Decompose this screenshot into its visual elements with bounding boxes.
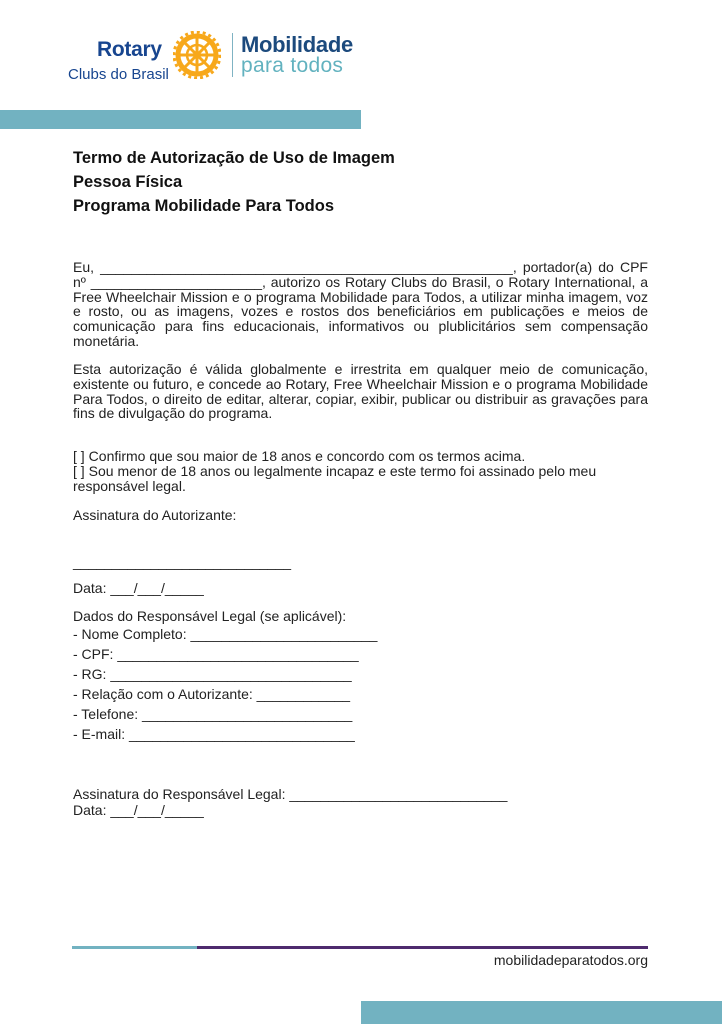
signature-label: Assinatura do Autorizante:	[73, 507, 237, 523]
title-line-1: Termo de Autorização de Uso de Imagem	[73, 149, 395, 167]
header-logos	[68, 30, 388, 82]
logo-divider	[232, 33, 233, 77]
guardian-date[interactable]: Data: ___/___/_____	[73, 802, 204, 818]
guardian-field-name[interactable]: - Nome Completo: ________________________	[73, 626, 378, 642]
program-logo-subtitle: para todos	[241, 54, 344, 77]
guardian-field-cpf[interactable]: - CPF: _______________________________	[73, 646, 359, 662]
footer-accent-bar	[361, 1001, 722, 1024]
guardian-field-relation[interactable]: - Relação com o Autorizante: ____________	[73, 686, 351, 702]
title-line-2: Pessoa Física	[73, 173, 183, 191]
rotary-wheel-icon	[173, 31, 221, 79]
footer-website[interactable]: mobilidadeparatodos.org	[493, 952, 648, 968]
age-confirmation	[73, 449, 653, 494]
document-title	[73, 146, 395, 218]
title-line-3: Programa Mobilidade Para Todos	[73, 197, 334, 215]
checkbox-minor-continuation: responsável legal.	[73, 478, 186, 494]
signature-line[interactable]: ____________________________	[73, 554, 292, 570]
authorization-paragraph: Eu, _____________________________________________________, portador(a) do CPF nº ______________________, autorizo os Rotary Clubs do Brasil, o Rotary International, a Free Wheelchair Mission e o programa Mobilidade para Todos, a utilizar minha imagem, voz e rosto, ou as imagens, vozes e rostos dos beneficiários em publicações e meios de comunicação para fins educacionais, informativos ou plublicitários sem compensação monetária.	[73, 259, 648, 349]
guardian-field-rg[interactable]: - RG: _______________________________	[73, 666, 352, 682]
guardian-signature[interactable]: Assinatura do Responsável Legal: ____________________________	[73, 786, 508, 802]
program-logo-text: Mobilidade	[241, 32, 353, 57]
signature-date[interactable]: Data: ___/___/_____	[73, 580, 204, 596]
rotary-logo-text: Rotary	[97, 38, 162, 61]
rotary-logo-subtitle: Clubs do Brasil	[68, 66, 169, 83]
checkbox-minor[interactable]	[73, 464, 653, 479]
checkbox-label: Confirmo que sou maior de 18 anos e concordo com os termos acima.	[88, 448, 526, 464]
header-accent-bar	[0, 110, 361, 129]
guardian-field-phone[interactable]: - Telefone: ___________________________	[73, 706, 353, 722]
footer-divider-purple	[197, 946, 648, 949]
checkbox-box[interactable]: [ ]	[73, 448, 85, 464]
footer-divider-teal	[72, 946, 197, 949]
scope-paragraph: Esta autorização é válida globalmente e irrestrita em qualquer meio de comunicação, existente ou futuro, e concede ao Rotary, Free Wheelchair Mission e o programa Mobilidade Para Todos, o direito de editar, alterar, copiar, exibir, publicar ou distribuir as gravações para fins de divulgação do programa.	[73, 361, 648, 422]
guardian-heading: Dados do Responsável Legal (se aplicável):	[73, 608, 347, 624]
checkbox-box[interactable]: [ ]	[73, 463, 85, 479]
checkbox-label: Sou menor de 18 anos ou legalmente incapaz e este termo foi assinado pelo meu	[88, 463, 597, 479]
guardian-field-email[interactable]: - E-mail: _____________________________	[73, 726, 355, 742]
checkbox-adult[interactable]	[73, 449, 653, 464]
